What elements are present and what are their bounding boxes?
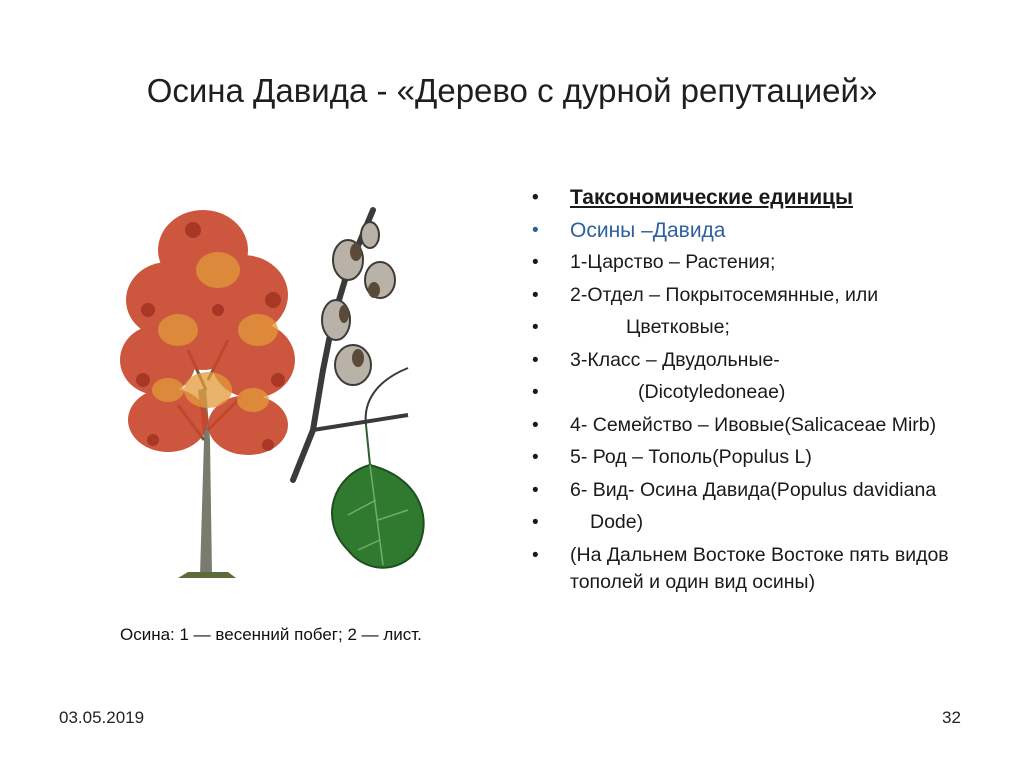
bullet-text: 2-Отдел – Покрытосемянные, или	[570, 283, 879, 306]
bullet-text: 1-Царство – Растения;	[570, 251, 776, 273]
bullet-item	[532, 217, 972, 244]
bullet-text: 4- Семейство – Ивовые(Salicaceae Mirb)	[570, 413, 937, 436]
bullet-dot: •	[532, 382, 539, 403]
bullet-dot: •	[532, 479, 539, 501]
bullet-dot: •	[532, 512, 539, 533]
bullet-text: 6- Вид- Осина Давида(Populus davidiana	[570, 478, 937, 501]
bullet-text: Таксономические единицы	[570, 186, 853, 209]
bullet-text: Цветковые;	[626, 316, 730, 338]
bullet-dot: •	[532, 414, 539, 436]
bullet-text: 3-Класс – Двудольные-	[570, 348, 780, 371]
bullet-dot: •	[532, 349, 539, 371]
bullet-item	[532, 314, 972, 341]
bullet-item	[532, 379, 972, 406]
slide-page-number: 32	[942, 708, 961, 727]
bullet-item	[532, 282, 972, 309]
bullet-dot: •	[532, 187, 539, 208]
aspen-tree-image	[120, 210, 295, 578]
bullet-item	[532, 444, 972, 471]
illustration-caption: Осина: 1 — весенний побег; 2 — лист.	[120, 625, 422, 644]
bullet-text: Осины –Давида	[570, 218, 726, 242]
bullet-item	[532, 249, 972, 276]
bullet-dot: •	[532, 252, 539, 273]
bullet-text: Dode)	[590, 511, 644, 533]
bullet-item	[532, 509, 972, 536]
bullet-text: 5- Род – Тополь(Populus L)	[570, 446, 812, 468]
bullet-item	[532, 184, 972, 211]
spring-shoot-image	[293, 210, 408, 480]
bullet-dot: •	[532, 284, 539, 306]
aspen-leaf-image	[332, 425, 424, 568]
aspen-illustration	[108, 190, 438, 590]
bullet-dot: •	[532, 447, 539, 468]
bullet-dot: •	[532, 317, 539, 338]
slide-date: 03.05.2019	[59, 708, 145, 727]
bullet-item	[532, 477, 972, 504]
bullet-dot: •	[532, 544, 539, 566]
bullet-item	[532, 412, 972, 439]
bullet-text: (На Дальнем Востоке Востоке пять видов тополей и один вид осины)	[570, 543, 949, 593]
bullet-item	[532, 347, 972, 374]
slide-title: Осина Давида - «Дерево с дурной репутацией»	[146, 72, 878, 109]
bullet-dot: •	[532, 219, 539, 241]
bullet-item	[532, 542, 972, 596]
bullet-text: (Dicotyledoneae)	[638, 381, 786, 403]
bullet-list	[532, 184, 972, 601]
